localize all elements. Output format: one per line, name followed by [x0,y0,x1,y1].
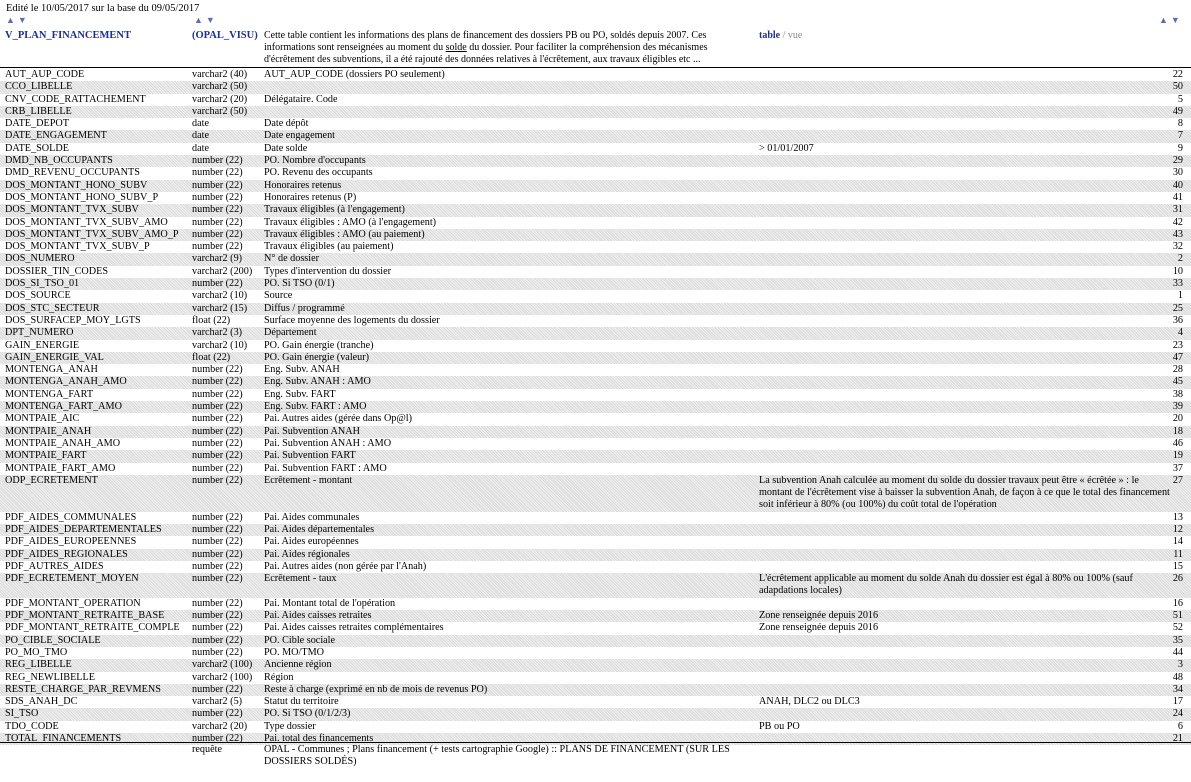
column-type: float (22) [192,314,231,326]
column-description: Eng. Subv. ANAH [264,364,340,376]
column-type: varchar2 (3) [192,327,243,339]
column-description: Région [264,671,294,683]
column-description: Délégataire. Code [264,93,338,105]
table-row [0,180,1191,192]
column-type: number (22) [192,536,243,548]
column-type: number (22) [192,548,243,560]
column-description: Pai. Subvention FART : AMO [264,462,387,474]
column-description: Eng. Subv. ANAH : AMO [264,376,371,388]
column-order: 24 [1172,708,1183,720]
column-type: number (22) [192,597,243,609]
column-order: 9 [1177,142,1183,154]
column-order: 35 [1172,634,1183,646]
column-name: MONTENGA_ANAH [5,364,98,376]
column-order: 43 [1172,228,1183,240]
column-order: 17 [1172,696,1183,708]
table-row [0,672,1191,684]
column-type: number (22) [192,204,243,216]
table-row [0,143,1191,155]
column-type: varchar2 (15) [192,302,248,314]
table-row [0,241,1191,253]
column-type: varchar2 (20) [192,720,248,732]
column-name: DOSSIER_TIN_CODES [5,265,109,277]
schema-name: (OPAL_VISU) [192,30,258,41]
column-name: DMD_REVENU_OCCUPANTS [5,167,140,179]
column-description: Honoraires retenus (P) [264,191,357,203]
column-description: Département [264,327,317,339]
kind-table: table [759,30,781,41]
column-description: PO. Gain énergie (tranche) [264,339,374,351]
sort-arrows-order[interactable]: ▲▼ [1159,15,1183,25]
column-description: Pai. Aides départementales [264,523,375,535]
column-name: MONTPAIE_AIC [5,413,80,425]
column-name: DATE_DEPOT [5,118,69,130]
column-description: Diffus / programmé [264,302,345,314]
column-type: varchar2 (10) [192,339,248,351]
table-row [0,167,1191,179]
column-type: number (22) [192,610,243,622]
column-name: PO_CIBLE_SOCIALE [5,634,101,646]
column-type: number (22) [192,462,243,474]
table-row [0,696,1191,708]
column-description: Date dépôt [264,118,309,130]
column-type: varchar2 (40) [192,69,248,80]
column-order: 42 [1172,216,1183,228]
column-order: 18 [1172,425,1183,437]
column-type: number (22) [192,450,243,462]
table-row [0,524,1191,536]
table-header [0,30,1191,66]
column-name: PO_MO_TMO [5,646,68,658]
column-order: 14 [1172,536,1183,548]
table-row [0,573,1191,598]
column-order: 22 [1172,69,1183,80]
column-description: N° de dossier [264,253,320,265]
column-name: DOS_STC_SECTEUR [5,302,100,314]
column-description: Pai. Aides régionales [264,548,350,560]
column-type: number (22) [192,634,243,646]
table-row [0,401,1191,413]
table-row [0,118,1191,130]
object-kind [759,30,802,41]
column-order: 12 [1172,523,1183,535]
table-row [0,413,1191,425]
column-order: 26 [1172,573,1183,585]
column-rule: La subvention Anah calculée au moment du solde du dossier travaux peut être « écrêtée » : le montant de l'écrêtement vise à baisser la subvention Anah, de façon à ce que le total des financement soit inférieur à 80% (ou 100%) du coût total de l'opération [759,474,1170,511]
table-row [0,659,1191,671]
column-description: Pai. Aides caisses retraites complémentaires [264,622,444,634]
table-row [0,389,1191,401]
column-name: ODP_ECRETEMENT [5,474,98,486]
desc-underlined: solde [445,41,467,53]
column-name: CNV_CODE_RATTACHEMENT [5,93,146,105]
column-order: 48 [1172,671,1183,683]
column-order: 50 [1172,81,1183,93]
column-type: varchar2 (5) [192,696,243,708]
column-order: 4 [1177,327,1183,339]
column-name: DATE_ENGAGEMENT [5,130,107,142]
column-type: number (22) [192,228,243,240]
column-order: 28 [1172,364,1183,376]
table-row [0,340,1191,352]
column-type: date [192,142,209,154]
column-type: number (22) [192,437,243,449]
column-name: MONTPAIE_FART [5,450,87,462]
table-row [0,426,1191,438]
column-type: number (22) [192,560,243,572]
column-order: 1 [1177,290,1183,302]
column-order: 41 [1172,191,1183,203]
table-row [0,155,1191,167]
sort-arrows-type[interactable]: ▲▼ [194,15,218,25]
column-rule: > 01/01/2007 [759,142,814,154]
column-type: number (22) [192,167,243,179]
column-name: PDF_AIDES_REGIONALES [5,548,128,560]
column-description: Date engagement [264,130,335,142]
table-row [0,622,1191,634]
table-row [0,217,1191,229]
table-row [0,352,1191,364]
column-description: Pai. total des financements [264,733,374,745]
column-type: number (22) [192,401,243,413]
column-name: DOS_MONTANT_TVX_SUBV_P [5,241,150,253]
column-name: DOS_MONTANT_HONO_SUBV [5,179,148,191]
column-name: DOS_NUMERO [5,253,75,265]
column-name: MONTPAIE_FART_AMO [5,462,116,474]
table-row [0,192,1191,204]
column-order: 36 [1172,314,1183,326]
column-description: Eng. Subv. FART [264,388,336,400]
column-name: TOTAL_FINANCEMENTS [5,733,122,745]
column-type: number (22) [192,364,243,376]
column-description: Honoraires retenus [264,179,342,191]
column-order: 23 [1172,339,1183,351]
column-description: Travaux éligibles (au paiement) [264,241,394,253]
column-type: number (22) [192,376,243,388]
column-type: number (22) [192,388,243,400]
table-row [0,327,1191,339]
column-order: 11 [1173,548,1183,560]
column-name: MONTENGA_FART [5,388,94,400]
column-rule: ANAH, DLC2 ou DLC3 [759,696,860,708]
column-description: Pai. Montant total de l'opération [264,597,396,609]
column-type: number (22) [192,241,243,253]
column-order: 7 [1177,130,1183,142]
column-order: 47 [1172,351,1183,363]
column-type: varchar2 (50) [192,105,248,117]
column-rule: Zone renseignée depuis 2016 [759,610,879,622]
table-row [0,536,1191,548]
column-description: Pai. Aides communales [264,511,360,523]
column-name: PDF_MONTANT_RETRAITE_COMPLE [5,622,180,634]
column-type: number (22) [192,511,243,523]
table-row [0,463,1191,475]
column-type: number (22) [192,733,243,745]
column-order: 37 [1172,462,1183,474]
table-row [0,708,1191,720]
column-name: PDF_MONTANT_OPERATION [5,597,141,609]
column-rule: Zone renseignée depuis 2016 [759,622,879,634]
column-description: Reste à charge (exprimé en nb de mois de revenus PO) [264,683,488,695]
column-order: 52 [1172,622,1183,634]
table-row [0,647,1191,659]
column-name: RESTE_CHARGE_PAR_REVMENS [5,683,161,695]
column-name: SI_TSO [5,708,39,720]
table-row [0,130,1191,142]
column-name: MONTPAIE_ANAH_AMO [5,437,121,449]
column-description: AUT_AUP_CODE (dossiers PO seulement) [264,69,445,80]
table-row [0,561,1191,573]
column-name: PDF_AUTRES_AIDES [5,560,104,572]
column-order: 25 [1172,302,1183,314]
column-order: 49 [1172,105,1183,117]
column-type: varchar2 (200) [192,265,253,277]
column-order: 46 [1172,437,1183,449]
table-row [0,204,1191,216]
column-order: 27 [1172,474,1183,486]
column-description: PO. MO/TMO [264,646,325,658]
column-order: 44 [1172,646,1183,658]
column-type: float (22) [192,351,231,363]
column-name: CRB_LIBELLE [5,105,72,117]
column-description: Pai. Subvention FART [264,450,356,462]
column-name: REG_NEWLIBELLE [5,671,95,683]
column-order: 39 [1172,401,1183,413]
column-order: 32 [1172,241,1183,253]
column-type: number (22) [192,216,243,228]
table-row [0,610,1191,622]
column-description: Pai. Subvention ANAH : AMO [264,437,392,449]
column-name: MONTENGA_FART_AMO [5,401,122,413]
column-order: 20 [1172,413,1183,425]
column-name: DOS_MONTANT_TVX_SUBV_AMO [5,216,168,228]
column-name: PDF_AIDES_COMMUNALES [5,511,137,523]
column-name: MONTENGA_ANAH_AMO [5,376,127,388]
table-row [0,229,1191,241]
column-type: varchar2 (100) [192,671,253,683]
column-description: PO. Revenu des occupants [264,167,373,179]
footer-type: requête [192,744,222,755]
column-type: number (22) [192,573,243,585]
column-order: 34 [1172,683,1183,695]
footer-description: OPAL - Communes ; Plans financement (+ tests cartographie Google) :: PLANS DE FINANCEMENT (SUR LES DOSSIERS SOLDÉS) [264,744,730,767]
column-description: PO. Nombre d'occupants [264,155,366,167]
column-type: number (22) [192,622,243,634]
table-row [0,290,1191,302]
column-order: 13 [1172,511,1183,523]
column-order: 21 [1172,733,1183,745]
column-description: Travaux éligibles : AMO (au paiement) [264,228,425,240]
column-rule: PB ou PO [759,720,800,732]
column-type: date [192,130,209,142]
column-name: DOS_MONTANT_TVX_SUBV [5,204,139,216]
table-row [0,315,1191,327]
column-name: PDF_AIDES_EUROPEENNES [5,536,137,548]
column-description: Travaux éligibles : AMO (à l'engagement) [264,216,437,228]
columns-table [0,69,1191,745]
table-row [0,721,1191,733]
column-type: date [192,118,209,130]
column-name: CCO_LIBELLE [5,81,73,93]
kind-view: vue [787,30,803,41]
table-row [0,512,1191,524]
column-description: Surface moyenne des logements du dossier [264,314,440,326]
column-name: PDF_ECRETEMENT_MOYEN [5,573,139,585]
column-name: PDF_MONTANT_RETRAITE_BASE [5,610,165,622]
column-name: REG_LIBELLE [5,659,72,671]
column-description: Pai. Aides européennes [264,536,359,548]
column-description: Statut du territoire [264,696,339,708]
column-order: 38 [1172,388,1183,400]
table-row [0,635,1191,647]
column-type: varchar2 (9) [192,253,243,265]
table-row [0,94,1191,106]
column-order: 15 [1172,560,1183,572]
column-name: DOS_MONTANT_TVX_SUBV_AMO_P [5,228,179,240]
column-description: Eng. Subv. FART : AMO [264,401,367,413]
column-type: number (22) [192,413,243,425]
column-type: varchar2 (10) [192,290,248,302]
column-order: 51 [1172,610,1183,622]
column-description: Ancienne région [264,659,332,671]
table-row [0,278,1191,290]
column-description: Pai. Aides caisses retraites [264,610,372,622]
sort-arrows-name[interactable]: ▲▼ [6,15,30,25]
column-order: 8 [1177,118,1183,130]
column-order: 31 [1172,204,1183,216]
column-name: DATE_SOLDE [5,142,69,154]
column-type: varchar2 (100) [192,659,253,671]
column-order: 16 [1172,597,1183,609]
table-name: V_PLAN_FINANCEMENT [5,30,131,41]
table-row [0,253,1191,265]
table-row [0,684,1191,696]
column-type: number (22) [192,646,243,658]
column-description: Travaux éligibles (à l'engagement) [264,204,405,216]
column-order: 19 [1172,450,1183,462]
column-name: PDF_AIDES_DEPARTEMENTALES [5,523,162,535]
table-row [0,106,1191,118]
column-type: number (22) [192,191,243,203]
table-description [264,30,752,65]
column-description: Pai. Autres aides (non gérée par l'Anah) [264,560,427,572]
column-type: number (22) [192,708,243,720]
table-row [0,475,1191,512]
table-row [0,549,1191,561]
column-name: DPT_NUMERO [5,327,74,339]
column-name: DMD_NB_OCCUPANTS [5,155,113,167]
table-row [0,598,1191,610]
kind-sep: / [780,30,788,41]
column-description: Ecrêtement - taux [264,573,337,585]
column-name: TDO_CODE [5,720,59,732]
column-description: PO. Gain énergie (valeur) [264,351,370,363]
column-order: 5 [1177,93,1183,105]
column-description: Pai. Autres aides (gérée dans Op@l) [264,413,413,425]
column-order: 33 [1172,278,1183,290]
column-name: DOS_SI_TSO_01 [5,278,80,290]
column-type: number (22) [192,155,243,167]
table-row [0,376,1191,388]
column-order: 40 [1172,179,1183,191]
table-row [0,69,1191,81]
column-name: DOS_MONTANT_HONO_SUBV_P [5,191,159,203]
column-description: Types d'intervention du dossier [264,265,392,277]
column-order: 29 [1172,155,1183,167]
column-description: PO. Cible sociale [264,634,336,646]
column-name: DOS_SOURCE [5,290,71,302]
table-row [0,303,1191,315]
table-row [0,438,1191,450]
column-name: GAIN_ENERGIE [5,339,80,351]
column-description: Date solde [264,142,308,154]
column-type: number (22) [192,523,243,535]
column-type: number (22) [192,474,243,486]
column-type: number (22) [192,683,243,695]
column-type: varchar2 (50) [192,81,248,93]
desc-post: du dossier. Pour faciliter la compréhension des mécanismes d'écrêtement des subventions, il a été rajouté des données relatives à l'écrêtement, aux travaux éligibles etc ... [264,41,708,65]
column-order: 2 [1177,253,1183,265]
column-name: MONTPAIE_ANAH [5,425,92,437]
edition-date: Edité le 10/05/2017 sur la base du 09/05/2017 [6,3,200,14]
column-type: number (22) [192,425,243,437]
column-description: Type dossier [264,720,316,732]
footer-divider [0,742,1191,743]
table-row [0,81,1191,93]
column-name: AUT_AUP_CODE [5,69,85,80]
table-row [0,266,1191,278]
header-divider [0,67,1191,68]
column-order: 3 [1177,659,1183,671]
column-description: Source [264,290,293,302]
column-name: GAIN_ENERGIE_VAL [5,351,104,363]
column-order: 45 [1172,376,1183,388]
table-row [0,450,1191,462]
column-type: number (22) [192,278,243,290]
column-name: DOS_SURFACEP_MOY_LGTS [5,314,141,326]
column-type: varchar2 (20) [192,93,248,105]
table-row [0,364,1191,376]
column-type: number (22) [192,179,243,191]
column-name: SDS_ANAH_DC [5,696,78,708]
column-description: Pai. Subvention ANAH [264,425,360,437]
column-order: 10 [1172,265,1183,277]
column-description: PO. Si TSO (0/1/2/3) [264,708,351,720]
desc-pre: Cette table contient les informations des plans de financement des dossiers PB ou PO, soldés depuis 2007. Ces informations sont renseignées au moment du [264,30,707,53]
column-description: PO. Si TSO (0/1) [264,278,335,290]
column-description: Ecrêtement - montant [264,474,353,486]
column-order: 30 [1172,167,1183,179]
column-rule: L'écrêtement applicable au moment du solde Anah du dossier est égal à 80% ou 100% (sauf adapdations locales) [759,573,1133,597]
column-order: 6 [1177,720,1183,732]
